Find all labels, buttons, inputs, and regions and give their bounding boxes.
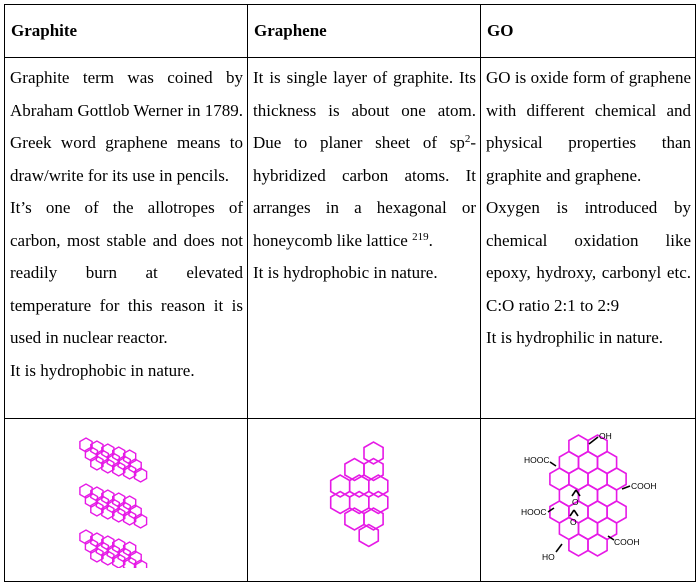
go-oh-top-label: OH <box>599 431 612 441</box>
graphite-structure-cell <box>5 419 248 582</box>
reference-219: 219 <box>412 230 429 243</box>
structure-row <box>5 419 696 582</box>
go-structure-cell <box>481 419 696 582</box>
graphene-hydrophobic-text: It is hydrophobic in nature. <box>253 263 438 282</box>
comparison-table <box>4 4 696 582</box>
superscript-2: 2 <box>464 133 471 145</box>
go-cooh-right-label: COOH <box>631 481 657 491</box>
graphene-description-cell <box>248 58 481 419</box>
go-oxidation-text: Oxygen is introduced by chemical oxidation like epoxy, hydroxy, carbonyl etc. C:O ratio 2:1 to 2:9 <box>486 198 691 315</box>
header-graphite: Graphite <box>5 5 248 58</box>
go-definition-text: GO is oxide form of graphene with different chemical and physical properties than graphite and graphene. <box>486 68 691 185</box>
go-description-cell <box>481 58 696 419</box>
go-hooc-left-label: HOOC <box>521 507 547 517</box>
header-row <box>5 5 696 58</box>
hexagon-ring <box>331 475 350 497</box>
graphene-definition-text: It is single layer of graphite. Its thickness is about one atom. Due to planer sheet of $sp^2$-hybridized carbon atoms. It arranges in a hexagonal or honeycomb like lattice $^{219}$. <box>253 68 476 250</box>
go-hydrophilic-text: It is hydrophilic in nature. <box>486 328 664 347</box>
graphene-structure-image <box>314 433 414 568</box>
hexagon-ring <box>569 534 588 556</box>
graphite-allotrope-text: It’s one of the allotropes of carbon, most stable and does not readily burn at elevated temperature for this reason it is used in nuclear reactor. <box>10 198 243 347</box>
graphite-structure-image <box>76 433 176 568</box>
go-epoxy-o-2-label: O <box>570 517 577 527</box>
graphite-hydrophobic-text: It is hydrophobic in nature. <box>10 360 195 380</box>
graphite-description-cell <box>5 58 248 419</box>
hexagon-ring <box>364 442 383 464</box>
graphite-origin-text: Graphite term was coined by Abraham Gottlob Werner in 1789. Greek word graphene means to draw/write for its use in pencils. <box>10 68 243 185</box>
header-graphene: Graphene <box>248 5 481 58</box>
description-row <box>5 58 696 419</box>
hexagon-ring <box>588 534 607 556</box>
go-hooc-top-label: HOOC <box>524 455 550 465</box>
hexagon-ring <box>331 491 350 513</box>
go-structure-image <box>518 424 658 576</box>
graphene-structure-cell <box>248 419 481 582</box>
go-cooh-bottom-label: COOH <box>614 537 640 547</box>
go-epoxy-o-1-label: O <box>572 497 579 507</box>
header-go: GO <box>481 5 696 58</box>
go-ho-bottom-label: HO <box>542 552 555 562</box>
